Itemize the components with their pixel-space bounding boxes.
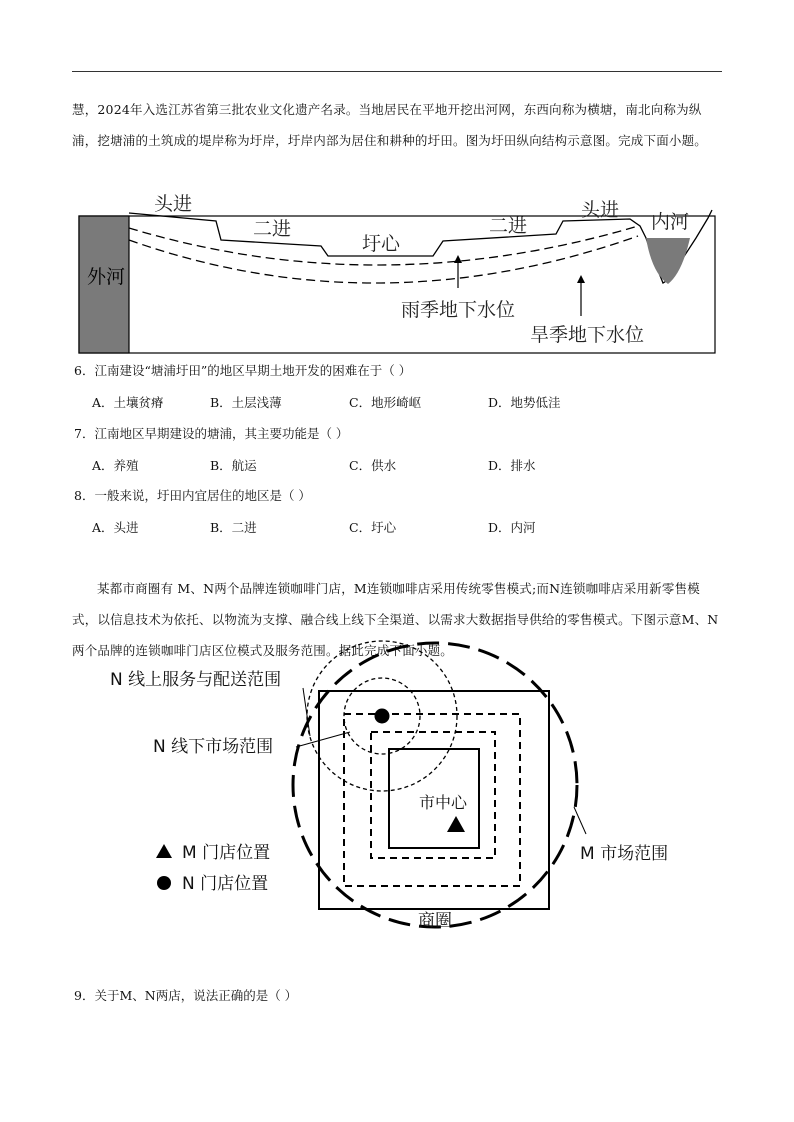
second-right-label: 二进 — [488, 215, 528, 237]
q6-option-c[interactable]: C．地形崎岖 — [349, 395, 422, 410]
header-rule — [72, 71, 722, 72]
legend-dot-icon — [157, 876, 171, 890]
n-store-legend-label: N 门店位置 — [182, 874, 269, 894]
q8-option-a[interactable]: A．头进 — [92, 520, 139, 535]
q6-option-a[interactable]: A．土壤贫瘠 — [92, 395, 164, 410]
dry-arrow-head — [577, 275, 585, 283]
q7-option-b[interactable]: B．航运 — [210, 458, 257, 473]
m-market-leader — [574, 807, 586, 834]
n-offline-label: N 线下市场范围 — [153, 737, 274, 757]
business-district-label: 商圈 — [418, 911, 452, 931]
polder-profile-diagram — [78, 188, 716, 354]
city-center-label: 市中心 — [418, 793, 468, 812]
q7-option-c[interactable]: C．供水 — [349, 458, 397, 473]
q7-option-d[interactable]: D．排水 — [488, 458, 536, 473]
n-online-label: N 线上服务与配送范围 — [110, 670, 282, 690]
center-label: 圩心 — [361, 233, 401, 255]
ground-surface — [129, 210, 712, 283]
n-store-marker — [375, 709, 390, 724]
q8-option-d[interactable]: D．内河 — [488, 520, 536, 535]
m-market-label: M 市场范围 — [580, 844, 669, 864]
m-market-circle — [293, 643, 577, 927]
question-9-stem: 9．关于M、N两店，说法正确的是（ ） — [74, 988, 298, 1003]
inner-river-label: 内河 — [650, 211, 690, 233]
q8-option-b[interactable]: B．二进 — [210, 520, 257, 535]
intro-paragraph: 慧，2024年入选江苏省第三批农业文化遗产名录。当地居民在平地开挖出河网，东西向称为横塘，南北向称为纵浦，挖塘浦的土筑成的堤岸称为圩岸，圩岸内部为居住和耕种的圩田。图为圩田纵向结构示意图。完成下面小题。 — [72, 102, 708, 148]
m-store-legend-label: M 门店位置 — [182, 843, 271, 863]
inner-river-water — [646, 238, 690, 284]
q6-option-b[interactable]: B．土层浅薄 — [210, 395, 282, 410]
question-6-stem: 6．江南建设“塘浦圩田”的地区早期土地开发的困难在于（ ） — [74, 363, 412, 378]
dry-water-label: 旱季地下水位 — [529, 324, 645, 346]
question-7-stem: 7．江南地区早期建设的塘浦，其主要功能是（ ） — [74, 426, 349, 441]
store-location-diagram — [100, 640, 700, 940]
second-left-label: 二进 — [252, 218, 292, 240]
rainy-water-label: 雨季地下水位 — [400, 299, 516, 321]
question-8-stem: 8．一般来说，圩田内宜居住的地区是（ ） — [74, 488, 311, 503]
q8-option-c[interactable]: C．圩心 — [349, 520, 397, 535]
n-offline-leader — [296, 732, 350, 747]
intro2-paragraph: 某都市商圈有 M、N两个品牌连锁咖啡门店，M连锁咖啡店采用传统零售模式;而N连锁咖啡店采用新零售模式，以信息技术为依托、以物流为支撑、融合线上线下全渠道、以需求大数据指导供给的零售模式。下图示意M、N两个品牌的连锁咖啡门店区位模式及服务范围。据此完成下面小题。 — [72, 581, 719, 658]
m-store-marker — [447, 816, 465, 832]
q6-option-d[interactable]: D．地势低洼 — [488, 395, 561, 410]
outer-river-label: 外河 — [86, 266, 126, 288]
first-right-label: 头进 — [580, 199, 620, 221]
first-left-label: 头进 — [153, 193, 193, 215]
rainy-arrow-head — [454, 255, 462, 263]
legend-triangle-icon — [156, 844, 172, 858]
q7-option-a[interactable]: A．养殖 — [92, 458, 139, 473]
